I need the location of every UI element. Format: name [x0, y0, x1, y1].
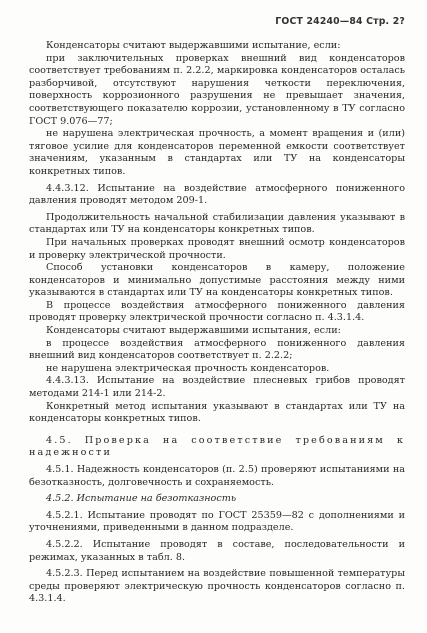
paragraph-17: 4.5.2.1. Испытание проводят по ГОСТ 25359—82 с дополнениями и уточнениями, приведенными в данном подразделе. [29, 509, 405, 534]
paragraph-18: 4.5.2.2. Испытание проводят в составе, последовательности и режимах, указанных в табл. 8. [29, 538, 405, 563]
paragraph-15: 4.5.1. Надежность конденсаторов (п. 2.5) проверяют испытаниями на безотказность, долговечность и сохраняемость. [29, 464, 405, 488]
paragraph-6: При начальных проверках проводят внешний осмотр конденсаторов и проверку электрической прочности. [29, 236, 405, 261]
section-heading-reliability: 4.5. Проверка на соответствие требованиям к надежности [29, 434, 405, 459]
paragraph-19: 4.5.2.3. Перед испытанием на воздействие повышенной температуры среды проверяют электрическую прочность конденсаторов согласно п. 4.3.1.4. [29, 568, 405, 605]
paragraph-9: Конденсаторы считают выдержавшими испытания, если: [46, 325, 341, 337]
page-header: ГОСТ 24240—84 Стр. 2? [275, 16, 405, 27]
paragraph-13: Конкретный метод испытания указывают в стандартах или ТУ на конденсаторы конкретных типов. [29, 400, 405, 425]
paragraph-5: Продолжительность начальной стабилизации давления указывают в стандартах или ТУ на конденсаторы конкретных типов. [29, 211, 405, 236]
paragraph-10: в процессе воздействия атмосферного пониженного давления внешний вид конденсаторов соответствует п. 2.2.2; [29, 337, 405, 362]
paragraph-2: при заключительных проверках внешний вид конденсаторов соответствует требованиям п. 2.2.2, маркировка конденсаторов осталась разборчивой, отсутствуют нарушения четкости переключения, поверхность коррозионного разрушения не превышает значения, соответствующего показателю коррозии, установленному в ТУ согласно ГОСТ 9.076—77; [29, 52, 405, 127]
paragraph-12: 4.4.3.13. Испытание на воздействие плесневых грибов проводят методами 214-1 или 214-2. [29, 375, 405, 400]
paragraph-3: не нарушена электрическая прочность, а момент вращения и (или) тяговое усилие для конденсаторов переменной емкости соответствует значениям, указанным в стандартах или ТУ на конденсаторы конкретных типов. [29, 128, 405, 177]
paragraph-1: Конденсаторы считают выдержавшими испытание, если: [46, 40, 341, 51]
document-body [29, 40, 405, 606]
paragraph-7: Способ установки конденсаторов в камеру, положение конденсаторов и минимально допустимые расстояния между ними указываются в стандартах или ТУ на конденсаторы конкретных типов. [29, 262, 405, 299]
paragraph-8: В процессе воздействия атмосферного пониженного давления проводят проверку электрической прочности согласно п. 4.3.1.4. [29, 299, 405, 324]
paragraph-11: не нарушена электрическая прочность конденсаторов. [46, 362, 330, 374]
subsection-heading-failure-free: 4.5.2. Испытание на безотказность [46, 493, 237, 505]
paragraph-4: 4.4.3.12. Испытание на воздействие атмосферного пониженного давления проводят методом 209-1. [29, 182, 405, 207]
